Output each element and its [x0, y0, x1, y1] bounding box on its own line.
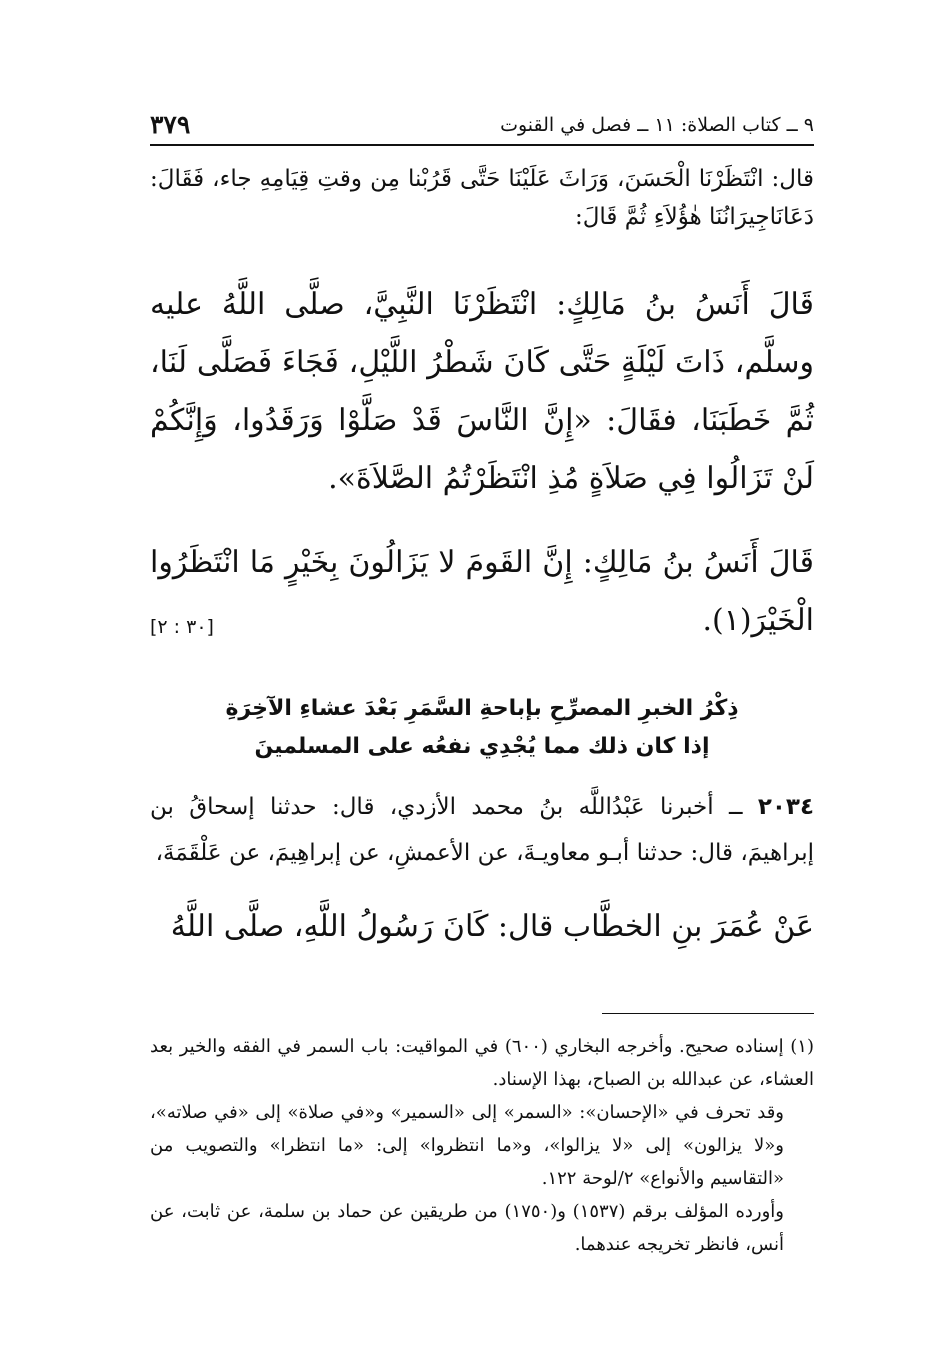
footnote-1-correction: وقد تحرف في «الإحسان»: «السمر» إلى «السمير» و«في صلاة» إلى «في صلاته»، و«لا يزالون» إلى «لا يزالوا»، و«ما انتظروا» إلى: «ما انتظرا» والتصويب من «التقاسيم والأنواع» ٢/لوحة ١٢٢. — [150, 1102, 784, 1189]
page-number: ٣٧٩ — [150, 110, 191, 139]
hadith-number: ٢٠٣٤ — [757, 794, 814, 820]
isnad-text: ــ أخبرنا عَبْدُاللَّه بنُ محمد الأزدي، قال: حدثنا إسحاقُ بن إبراهيمَ، قال: حدثنا أبـو معاويـةَ، عن الأعمشِ، عن إبراهِيمَ، عن عَلْقَمَةَ، — [150, 794, 814, 866]
footnotes — [150, 1030, 814, 1261]
hadith-2-text: قَالَ أَنَسُ بنُ مَالِكٍ: إِنَّ القَومَ لا يَزَالُونَ بِخَيْرٍ مَا انْتَظَرُوا الْخَيْرَ(١). — [150, 545, 814, 638]
footnote-1-crossref: وأورده المؤلف برقم (١٥٣٧) و(١٧٥٠) من طريقين عن حماد بن سلمة، عن ثابت، عن أنس، فانظر تخريجه عندهما. — [150, 1201, 784, 1255]
hadith-isnad — [150, 784, 814, 876]
running-header — [150, 100, 814, 146]
footnote-separator — [602, 1013, 814, 1014]
chapter-heading — [150, 690, 814, 766]
intro-paragraph: قال: انْتَظَرْنَا الْحَسَنَ، وَرَاثَ عَلَيْنَا حَتَّى قَرُبْنا مِن وقتِ قِيَامِهِ جاء، فَقَالَ: دَعَانَاجِيرَانُنَا هٰؤُلاَءِ ثُمَّ قَالَ: — [150, 166, 814, 230]
book-page — [150, 100, 814, 1255]
chapter-heading-line-1: ذِكْرُ الخبرِ المصرِّحِ بإباحةِ السَّمَرِ بَعْدَ عشاءِ الآخِرَةِ — [225, 696, 739, 721]
chapter-title: ٩ ــ كتاب الصلاة: ١١ ــ فصل في القنوت — [500, 114, 814, 136]
hadith-reference: [٣٠ : ٢] — [150, 616, 214, 638]
chapter-heading-line-2: إذا كان ذلك مما يُجْدِي نفعُه على المسلمينَ — [254, 734, 710, 759]
hadith-matn-start: عَنْ عُمَرَ بنِ الخطَّاب قال: كَانَ رَسُولُ اللَّهِ، صلَّى اللَّهُ — [170, 909, 814, 944]
hadith-text-2 — [150, 534, 814, 650]
footnote-1: (١) إسناده صحيح. وأخرجه البخاري (٦٠٠) في المواقيت: باب السمر في الفقه والخير بعد العشاء، عن عبدالله بن الصباح، بهذا الإسناد. — [150, 1036, 814, 1090]
hadith-text-1: قَالَ أَنَسُ بنُ مَالِكٍ: انْتَظَرْنَا النَّبِيَّ، صلَّى اللَّهُ عليه وسلَّم، ذَاتَ لَيْلَةٍ حَتَّى كَانَ شَطْرُ اللَّيْلِ، فَجَاءَ فَصَلَّى لَنَا، ثُمَّ خَطَبَنَا، فقَالَ: «إِنَّ النَّاسَ قَدْ صَلَّوْا وَرَقَدُوا، وَإِنَّكُمْ لَنْ تَزَالُوا فِي صَلاَةٍ مُذِ انْتَظَرْتُمُ الصَّلاَةَ». — [150, 287, 814, 496]
